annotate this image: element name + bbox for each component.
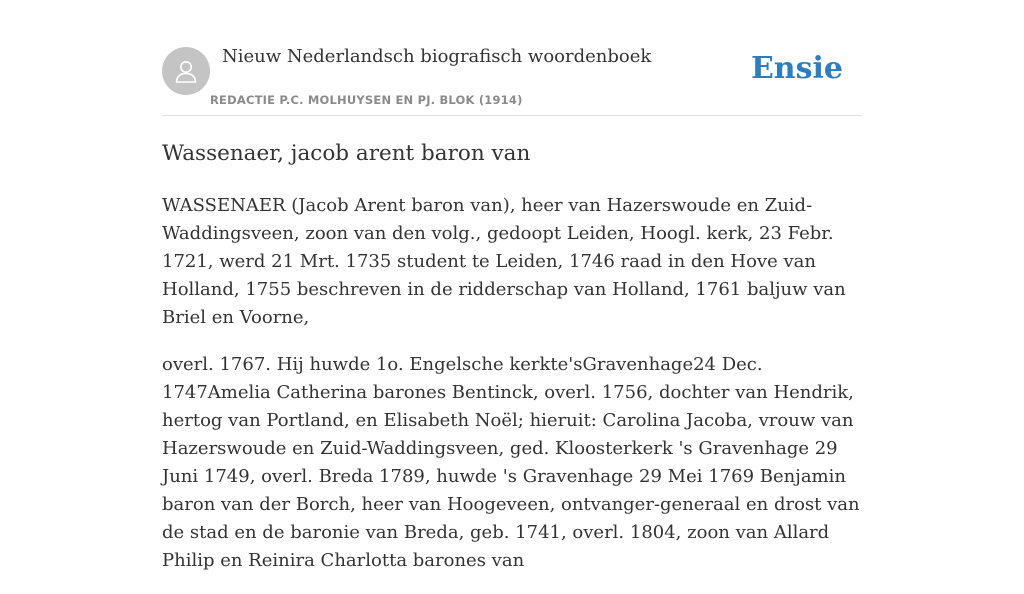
book-title-link[interactable]: Nieuw Nederlandsch biografisch woordenboek (222, 46, 652, 67)
ensie-logo[interactable]: Ensie (750, 51, 843, 86)
editors-subtitle: REDACTIE P.C. MOLHUYSEN EN PJ. BLOK (1914) (210, 93, 523, 107)
entry-paragraph: WASSENAER (Jacob Arent baron van), heer van Hazerswoude en Zuid-Waddingsveen, zoon van den volg., gedoopt Leiden, Hoogl. kerk, 23 Febr. 1721, werd 21 Mrt. 1735 student te Leiden, 1746 raad in den Hove van Holland, 1755 beschreven in de ridderschap van Holland, 1761 baljuw van Briel en Voorne, (162, 195, 846, 328)
entry-title: Wassenaer, jacob arent baron van (162, 141, 531, 166)
author-avatar[interactable] (162, 47, 210, 95)
entry-paragraph: overl. 1767. Hij huwde 1o. Engelsche kerkte'sGravenhage24 Dec. 1747Amelia Catherina barones Bentinck, overl. 1756, dochter van Hendrik, hertog van Portland, en Elisabeth Noël; hieruit: Carolina Jacoba, vrouw van Hazerswoude en Zuid-Waddingsveen, ged. Kloosterkerk 's Gravenhage 29 Juni 1749, overl. Breda 1789, huwde 's Gravenhage 29 Mei 1769 Benjamin baron van der Borch, heer van Hoogeveen, ontvanger-generaal en drost van de stad en de baronie van Breda, geb. 1741, overl. 1804, zoon van Allard Philip en Reinira Charlotta barones van (162, 354, 860, 571)
user-silhouette-icon (172, 57, 200, 85)
header-divider (162, 115, 862, 116)
entry-body (162, 192, 862, 594)
